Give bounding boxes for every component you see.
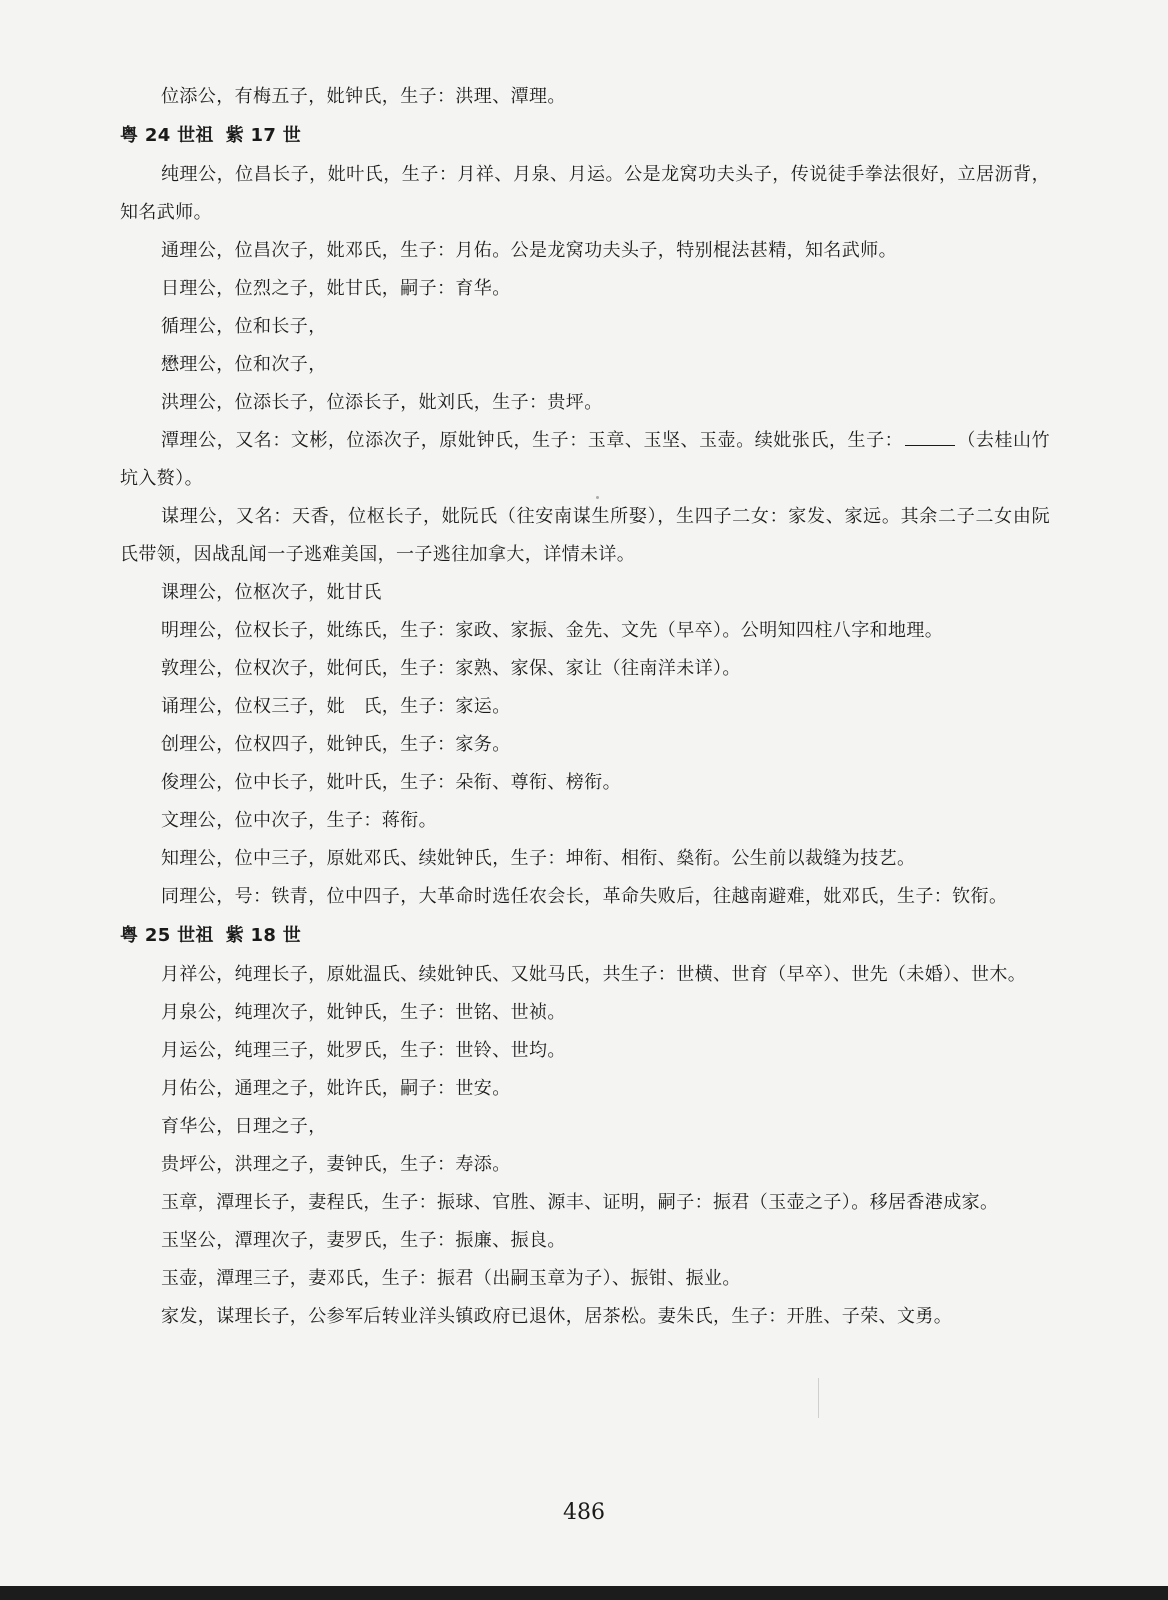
scan-mark xyxy=(818,1378,819,1418)
heading-yue-gen: 粤 25 世祖 xyxy=(120,925,214,946)
entry-tanli-text: 潭理公，又名：文彬，位添次子，原妣钟氏，生子：玉章、玉坚、玉壶。续妣张氏，生子： xyxy=(161,430,904,451)
scan-edge xyxy=(0,1586,1168,1600)
entry-zhili: 知理公，位中三子，原妣邓氏、续妣钟氏，生子：坤衔、相衔、燊衔。公生前以裁缝为技艺。 xyxy=(161,848,916,869)
generation-heading-24 xyxy=(120,116,1050,156)
entry-songli: 诵理公，位权三子，妣 氏，生子：家运。 xyxy=(161,696,511,717)
entry-chunli: 纯理公，位昌长子，妣叶氏，生子：月祥、月泉、月运。公是龙窝功夫头子，传说徒手拳法很好，立居沥背，知名武师。 xyxy=(120,164,1050,223)
entry-jiafa: 家发，谋理长子，公参军后转业洋头镇政府已退休，居茶松。妻朱氏，生子：开胜、子荣、文勇。 xyxy=(161,1306,953,1327)
entry-tongli: 通理公，位昌次子，妣邓氏，生子：月佑。公是龙窝功夫头子，特别棍法甚精，知名武师。 xyxy=(161,240,897,261)
entry-yuzhang: 玉章，潭理长子，妻程氏，生子：振球、官胜、源丰、证明，嗣子：振君（玉壶之子）。移居香港成家。 xyxy=(161,1192,999,1213)
entry-tongli-2: 同理公，号：铁青，位中四子，大革命时选任农会长，革命失败后，往越南避难，妣邓氏，生子：钦衔。 xyxy=(161,886,1008,907)
entry-mingli: 明理公，位权长子，妣练氏，生子：家政、家振、金先、文先（早卒）。公明知四柱八字和地理。 xyxy=(161,620,944,641)
entry-yuequan: 月泉公，纯理次子，妣钟氏，生子：世铭、世祯。 xyxy=(161,1002,566,1023)
entry-yujian: 玉坚公，潭理次子，妻罗氏，生子：振廉、振良。 xyxy=(161,1230,566,1251)
entry-guiping: 贵坪公，洪理之子，妻钟氏，生子：寿添。 xyxy=(161,1154,511,1175)
heading-zi-gen: 紫 18 世 xyxy=(225,925,302,946)
entry-tanli-tail: （去桂山竹坑入赘）。 xyxy=(120,430,1050,489)
generation-heading-25 xyxy=(120,916,1050,956)
entry-yuexiang: 月祥公，纯理长子，原妣温氏、续妣钟氏、又妣马氏，共生子：世横、世育（早卒）、世先（未婚）、世木。 xyxy=(161,964,1027,985)
entry-yuhua: 育华公，日理之子， xyxy=(161,1116,327,1137)
entry-hongli: 洪理公，位添长子，位添长子，妣刘氏，生子：贵坪。 xyxy=(161,392,603,413)
entry-tanli xyxy=(120,422,1050,498)
entry-mouli: 谋理公，又名：天香，位枢长子，妣阮氏（往安南谋生所娶），生四子二女：家发、家远。其余二子二女由阮氏带领，因战乱闻一子逃难美国，一子逃往加拿大，详情未详。 xyxy=(120,506,1050,565)
scan-speck xyxy=(596,496,599,499)
blank-line xyxy=(905,431,955,446)
entry-junli: 俊理公，位中长子，妣叶氏，生子：朵衔、尊衔、榜衔。 xyxy=(161,772,621,793)
entry-chuangli: 创理公，位权四子，妣钟氏，生子：家务。 xyxy=(161,734,511,755)
entry-yuhu: 玉壶，潭理三子，妻邓氏，生子：振君（出嗣玉章为子）、振钳、振业。 xyxy=(161,1268,741,1289)
entry-rili: 日理公，位烈之子，妣甘氏，嗣子：育华。 xyxy=(161,278,511,299)
heading-yue-gen: 粤 24 世祖 xyxy=(120,125,214,146)
heading-zi-gen: 紫 17 世 xyxy=(225,125,302,146)
entry-dunli: 敦理公，位权次子，妣何氏，生子：家熟、家保、家让（往南洋未详）。 xyxy=(161,658,741,679)
genealogy-text xyxy=(120,78,1050,1336)
entry-weitian: 位添公，有梅五子，妣钟氏，生子：洪理、潭理。 xyxy=(161,86,566,107)
entry-yueyun: 月运公，纯理三子，妣罗氏，生子：世铃、世均。 xyxy=(161,1040,566,1061)
entry-yueyou: 月佑公，通理之子，妣许氏，嗣子：世安。 xyxy=(161,1078,511,1099)
entry-maoli: 懋理公，位和次子， xyxy=(161,354,327,375)
page-number: 486 xyxy=(563,1500,605,1525)
entry-xunli: 循理公，位和长子， xyxy=(161,316,327,337)
entry-wenli: 文理公，位中次子，生子：蒋衔。 xyxy=(161,810,437,831)
entry-keli: 课理公，位枢次子，妣甘氏 xyxy=(161,582,382,603)
